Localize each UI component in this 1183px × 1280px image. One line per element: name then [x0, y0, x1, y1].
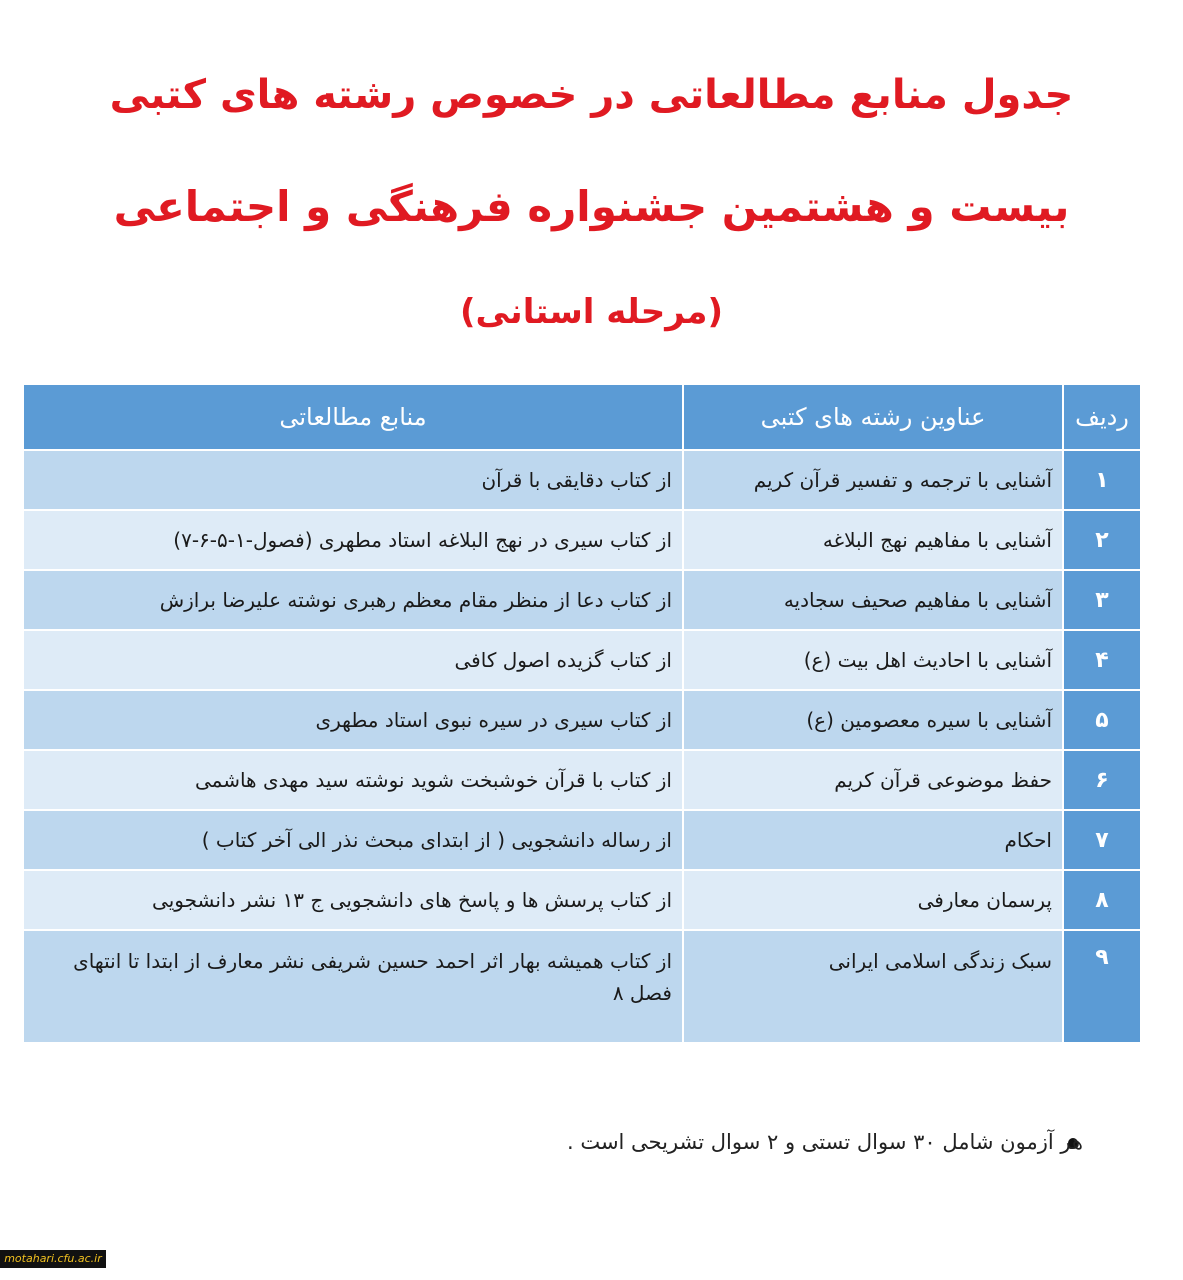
row-num: ۸	[1063, 870, 1141, 930]
row-num: ۵	[1063, 690, 1141, 750]
row-title: سبک زندگی اسلامی ایرانی	[683, 930, 1063, 1043]
row-title: آشنایی با احادیث اهل بیت (ع)	[683, 630, 1063, 690]
row-title: آشنایی با ترجمه و تفسیر قرآن کریم	[683, 450, 1063, 510]
header-title: عناوین رشته های کتبی	[683, 384, 1063, 450]
table-row	[23, 810, 1141, 870]
row-source: از کتاب همیشه بهار اثر احمد حسین شریفی نشر معارف از ابتدا تا انتهای فصل ۸	[23, 930, 683, 1043]
row-source: از کتاب پرسش ها و پاسخ های دانشجویی ج ۱۳ نشر دانشجویی	[23, 870, 683, 930]
row-title: آشنایی با مفاهیم نهج البلاغه	[683, 510, 1063, 570]
row-title: آشنایی با مفاهیم صحیف سجادیه	[683, 570, 1063, 630]
row-source: از کتاب گزیده اصول کافی	[23, 630, 683, 690]
table-header-row	[23, 384, 1141, 450]
row-num: ۱	[1063, 450, 1141, 510]
row-num: ۴	[1063, 630, 1141, 690]
row-title: احکام	[683, 810, 1063, 870]
table-row	[23, 690, 1141, 750]
table-row	[23, 450, 1141, 510]
exam-note: هر آزمون شامل ۳۰ سوال تستی و ۲ سوال تشریحی است .	[566, 1130, 1083, 1154]
title-line-1: جدول منابع مطالعاتی در خصوص رشته های کتبی	[109, 72, 1074, 118]
row-source: از کتاب با قرآن خوشبخت شوید نوشته سید مهدی هاشمی	[23, 750, 683, 810]
study-sources-table	[22, 383, 1140, 1044]
row-source: از کتاب سیری در نهج البلاغه استاد مطهری (فصول-۱-۵-۶-۷)	[23, 510, 683, 570]
table-row	[23, 510, 1141, 570]
row-title: پرسمان معارفی	[683, 870, 1063, 930]
table-row	[23, 930, 1141, 1043]
site-watermark: motahari.cfu.ac.ir	[0, 1250, 106, 1268]
row-title: حفظ موضوعی قرآن کریم	[683, 750, 1063, 810]
row-source: از رساله دانشجویی ( از ابتدای مبحث نذر الی آخر کتاب )	[23, 810, 683, 870]
table-row	[23, 750, 1141, 810]
header-source: منابع مطالعاتی	[23, 384, 683, 450]
table-row	[23, 870, 1141, 930]
row-num: ۷	[1063, 810, 1141, 870]
row-source: از کتاب سیری در سیره نبوی استاد مطهری	[23, 690, 683, 750]
row-num: ۲	[1063, 510, 1141, 570]
table-row	[23, 630, 1141, 690]
title-line-3: (مرحله استانی)	[459, 292, 724, 332]
row-title: آشنایی با سیره معصومین (ع)	[683, 690, 1063, 750]
title-line-2: بیست و هشتمین جشنواره فرهنگی و اجتماعی	[113, 182, 1070, 231]
row-source: از کتاب دقایقی با قرآن	[23, 450, 683, 510]
table-row	[23, 570, 1141, 630]
row-num: ۶	[1063, 750, 1141, 810]
row-source: از کتاب دعا از منظر مقام معظم رهبری نوشته علیرضا برازش	[23, 570, 683, 630]
header-num: ردیف	[1063, 384, 1141, 450]
row-num: ۹	[1063, 930, 1141, 1043]
row-num: ۳	[1063, 570, 1141, 630]
